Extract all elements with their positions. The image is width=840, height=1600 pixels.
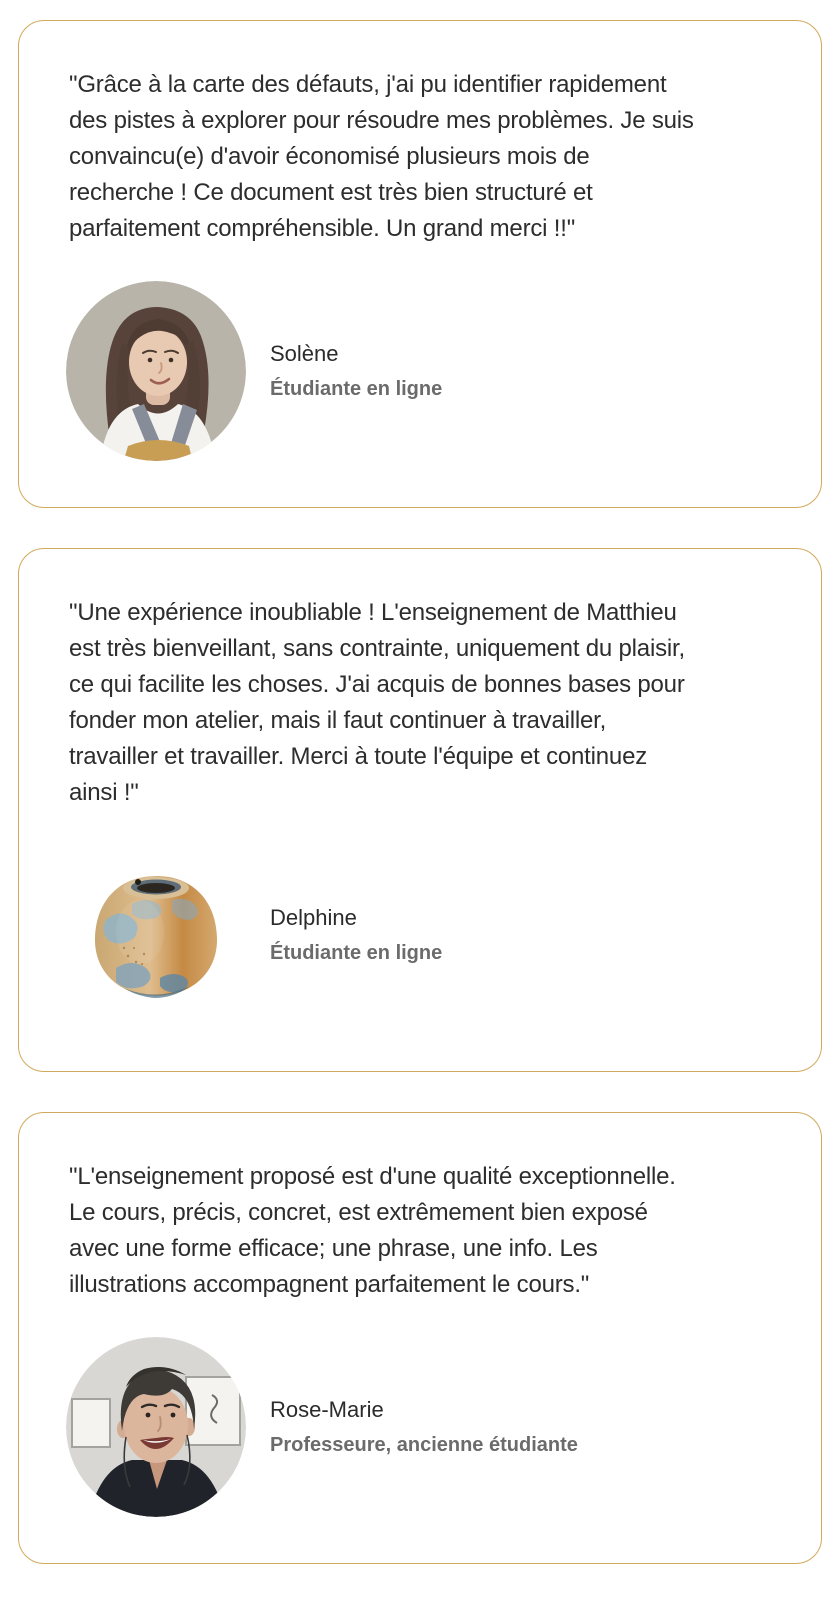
pottery-image xyxy=(76,860,236,1010)
solene-avatar-image xyxy=(66,281,246,461)
testimonial-card-solene xyxy=(18,20,822,508)
person-role: Professeure, ancienne étudiante xyxy=(270,1434,578,1456)
rose-marie-avatar-image xyxy=(66,1337,246,1517)
person-info xyxy=(270,905,442,965)
avatar-box xyxy=(66,1337,246,1517)
testimonial-card-rose-marie xyxy=(18,1112,822,1564)
person-row xyxy=(66,281,785,461)
person-info xyxy=(270,1397,578,1457)
person-name: Solène xyxy=(270,341,339,366)
person-row xyxy=(66,845,785,1025)
testimonial-quote: "Grâce à la carte des défauts, j'ai pu identifier rapidement des pistes à explorer pour résoudre mes problèmes. Je suis convaincu(e) d'avoir économisé plusieurs mois de recherche ! Ce document est très bien structuré et parfaitement compréhensible. Un grand merci !!" xyxy=(69,71,694,242)
avatar-box xyxy=(66,845,246,1025)
person-name: Delphine xyxy=(270,905,357,930)
person-info xyxy=(270,341,442,401)
person-name: Rose-Marie xyxy=(270,1397,384,1422)
testimonial-card-delphine xyxy=(18,548,822,1072)
testimonial-quote: "L'enseignement proposé est d'une qualité exceptionnelle. Le cours, précis, concret, est extrêmement bien exposé avec une forme efficace; une phrase, une info. Les illustrations accompagnent parfaitement le cours." xyxy=(69,1163,676,1298)
avatar-box xyxy=(66,281,246,461)
person-row xyxy=(66,1337,785,1517)
person-role: Étudiante en ligne xyxy=(270,942,443,964)
testimonial-quote: "Une expérience inoubliable ! L'enseignement de Matthieu est très bienveillant, sans contrainte, uniquement du plaisir, ce qui facilite les choses. J'ai acquis de bonnes bases pour fonder mon atelier, mais il faut continuer à travailler, travailler et travailler. Merci à toute l'équipe et continuez ainsi !" xyxy=(69,599,685,806)
person-role: Étudiante en ligne xyxy=(270,378,443,400)
